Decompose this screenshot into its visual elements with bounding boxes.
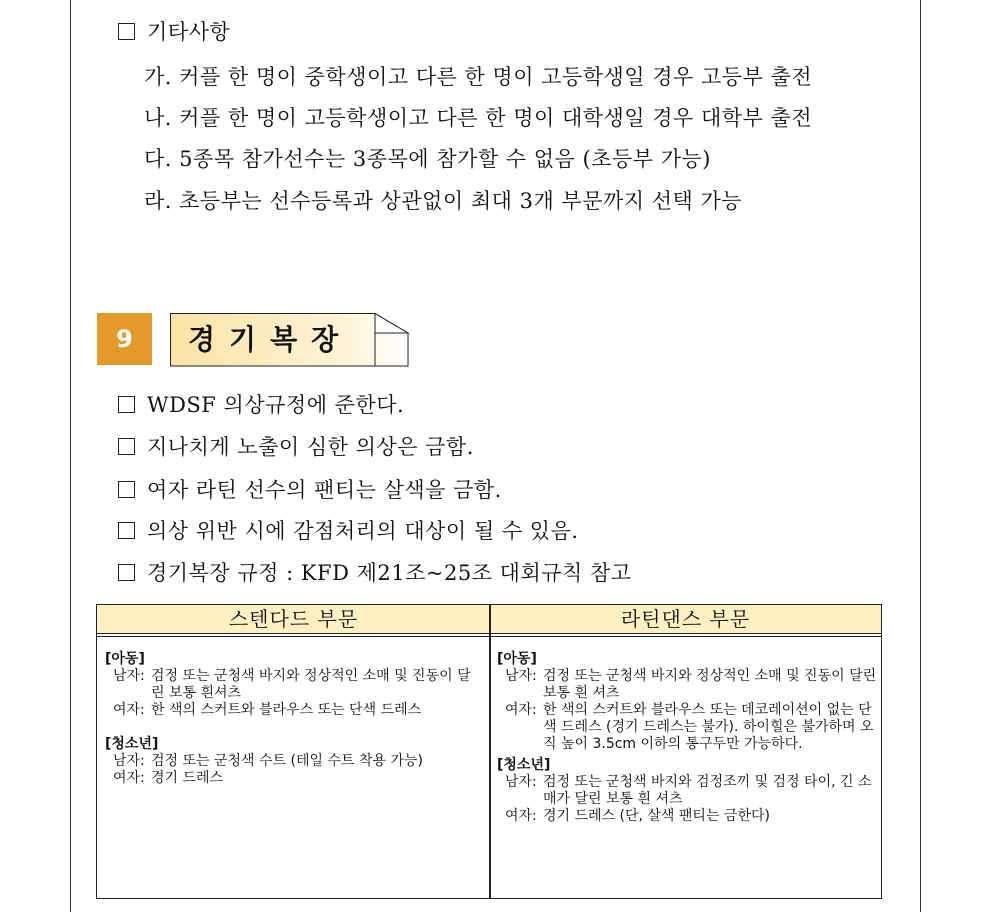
gender-label: 남자: <box>113 668 145 684</box>
gender-label: 여자: <box>113 702 145 718</box>
gender-label: 남자: <box>505 668 537 684</box>
attire-description: 검정 또는 군청색 바지와 정상적인 소매 및 진동이 달린 보통 흰 셔츠 <box>543 668 877 701</box>
header-latin: 라틴댄스 부문 <box>620 607 751 631</box>
attire-rule <box>118 431 474 461</box>
attire-description: 검정 또는 군청색 수트 (테일 수트 착용 가능) <box>151 753 423 769</box>
category-title: [청소년] <box>105 736 159 752</box>
list-item <box>105 770 483 787</box>
checkbox-icon <box>118 438 135 455</box>
list-item <box>497 668 877 702</box>
latin-cell <box>497 651 877 825</box>
gender-label: 여자: <box>505 808 537 824</box>
attire-description: 경기 드레스 (단, 살색 팬티는 금한다) <box>543 808 770 824</box>
section-number-badge: 9 <box>97 313 152 365</box>
attire-description: 한 색의 스커트와 블라우스 또는 데코레이션이 없는 단색 드레스 (경기 드레스는 불가). 하이힐은 불가하며 오직 높이 3.5cm 이하의 통구두만 가능하다. <box>543 702 874 752</box>
list-item <box>497 702 877 753</box>
attire-rule-text: 경기복장 규정 : KFD 제21조~25조 대회규칙 참고 <box>147 561 632 585</box>
list-item <box>105 668 483 702</box>
checkbox-icon <box>118 23 135 40</box>
category-title: [청소년] <box>497 757 551 773</box>
attire-rule-text: WDSF 의상규정에 준한다. <box>147 393 405 417</box>
attire-rule <box>118 515 579 545</box>
gender-label: 남자: <box>505 774 537 790</box>
checkbox-icon <box>118 396 135 413</box>
attire-rule <box>118 389 404 419</box>
gender-label: 여자: <box>113 770 145 786</box>
attire-table <box>96 604 882 899</box>
list-item <box>105 702 483 719</box>
misc-item: 다. 5종목 참가선수는 3종목에 참가할 수 없음 (초등부 가능) <box>144 147 711 171</box>
list-item <box>105 753 483 770</box>
misc-item: 나. 커플 한 명이 고등학생이고 다른 한 명이 대학생일 경우 대학부 출전 <box>144 106 813 130</box>
attire-rule <box>118 474 502 504</box>
checkbox-icon <box>118 564 135 581</box>
gender-label: 남자: <box>113 753 145 769</box>
gender-label: 여자: <box>505 702 537 718</box>
section-title: 경기복장 <box>188 323 353 356</box>
misc-item: 라. 초등부는 선수등록과 상관없이 최대 3개 부문까지 선택 가능 <box>144 189 743 213</box>
attire-rule <box>118 557 632 587</box>
checkbox-icon <box>118 481 135 498</box>
misc-heading <box>118 16 230 46</box>
attire-description: 검정 또는 군청색 바지와 정상적인 소매 및 진동이 달린 보통 흰셔츠 <box>151 668 471 701</box>
list-item <box>497 774 877 808</box>
standard-cell <box>105 651 483 787</box>
header-standard: 스텐다드 부문 <box>228 607 359 631</box>
attire-rule-text: 지나치게 노출이 심한 의상은 금함. <box>147 435 474 459</box>
attire-rule-text: 여자 라틴 선수의 팬티는 살색을 금함. <box>147 478 502 502</box>
attire-description: 한 색의 스커트와 블라우스 또는 단색 드레스 <box>151 702 422 718</box>
attire-description: 검정 또는 군청색 바지와 검정조끼 및 검정 타이, 긴 소매가 달린 보통 흰 셔츠 <box>543 774 872 807</box>
list-item <box>497 808 877 825</box>
checkbox-icon <box>118 522 135 539</box>
category-title: [아동] <box>497 651 537 667</box>
section-title-box <box>170 313 410 367</box>
page-border-left <box>70 0 71 912</box>
misc-item: 가. 커플 한 명이 중학생이고 다른 한 명이 고등학생일 경우 고등부 출전 <box>144 65 813 89</box>
misc-heading-text: 기타사항 <box>147 20 231 44</box>
attire-rule-text: 의상 위반 시에 감점처리의 대상이 될 수 있음. <box>147 519 579 543</box>
page-border-right <box>920 0 921 912</box>
table-column-divider <box>489 605 491 898</box>
category-title: [아동] <box>105 651 145 667</box>
attire-description: 경기 드레스 <box>151 770 224 786</box>
